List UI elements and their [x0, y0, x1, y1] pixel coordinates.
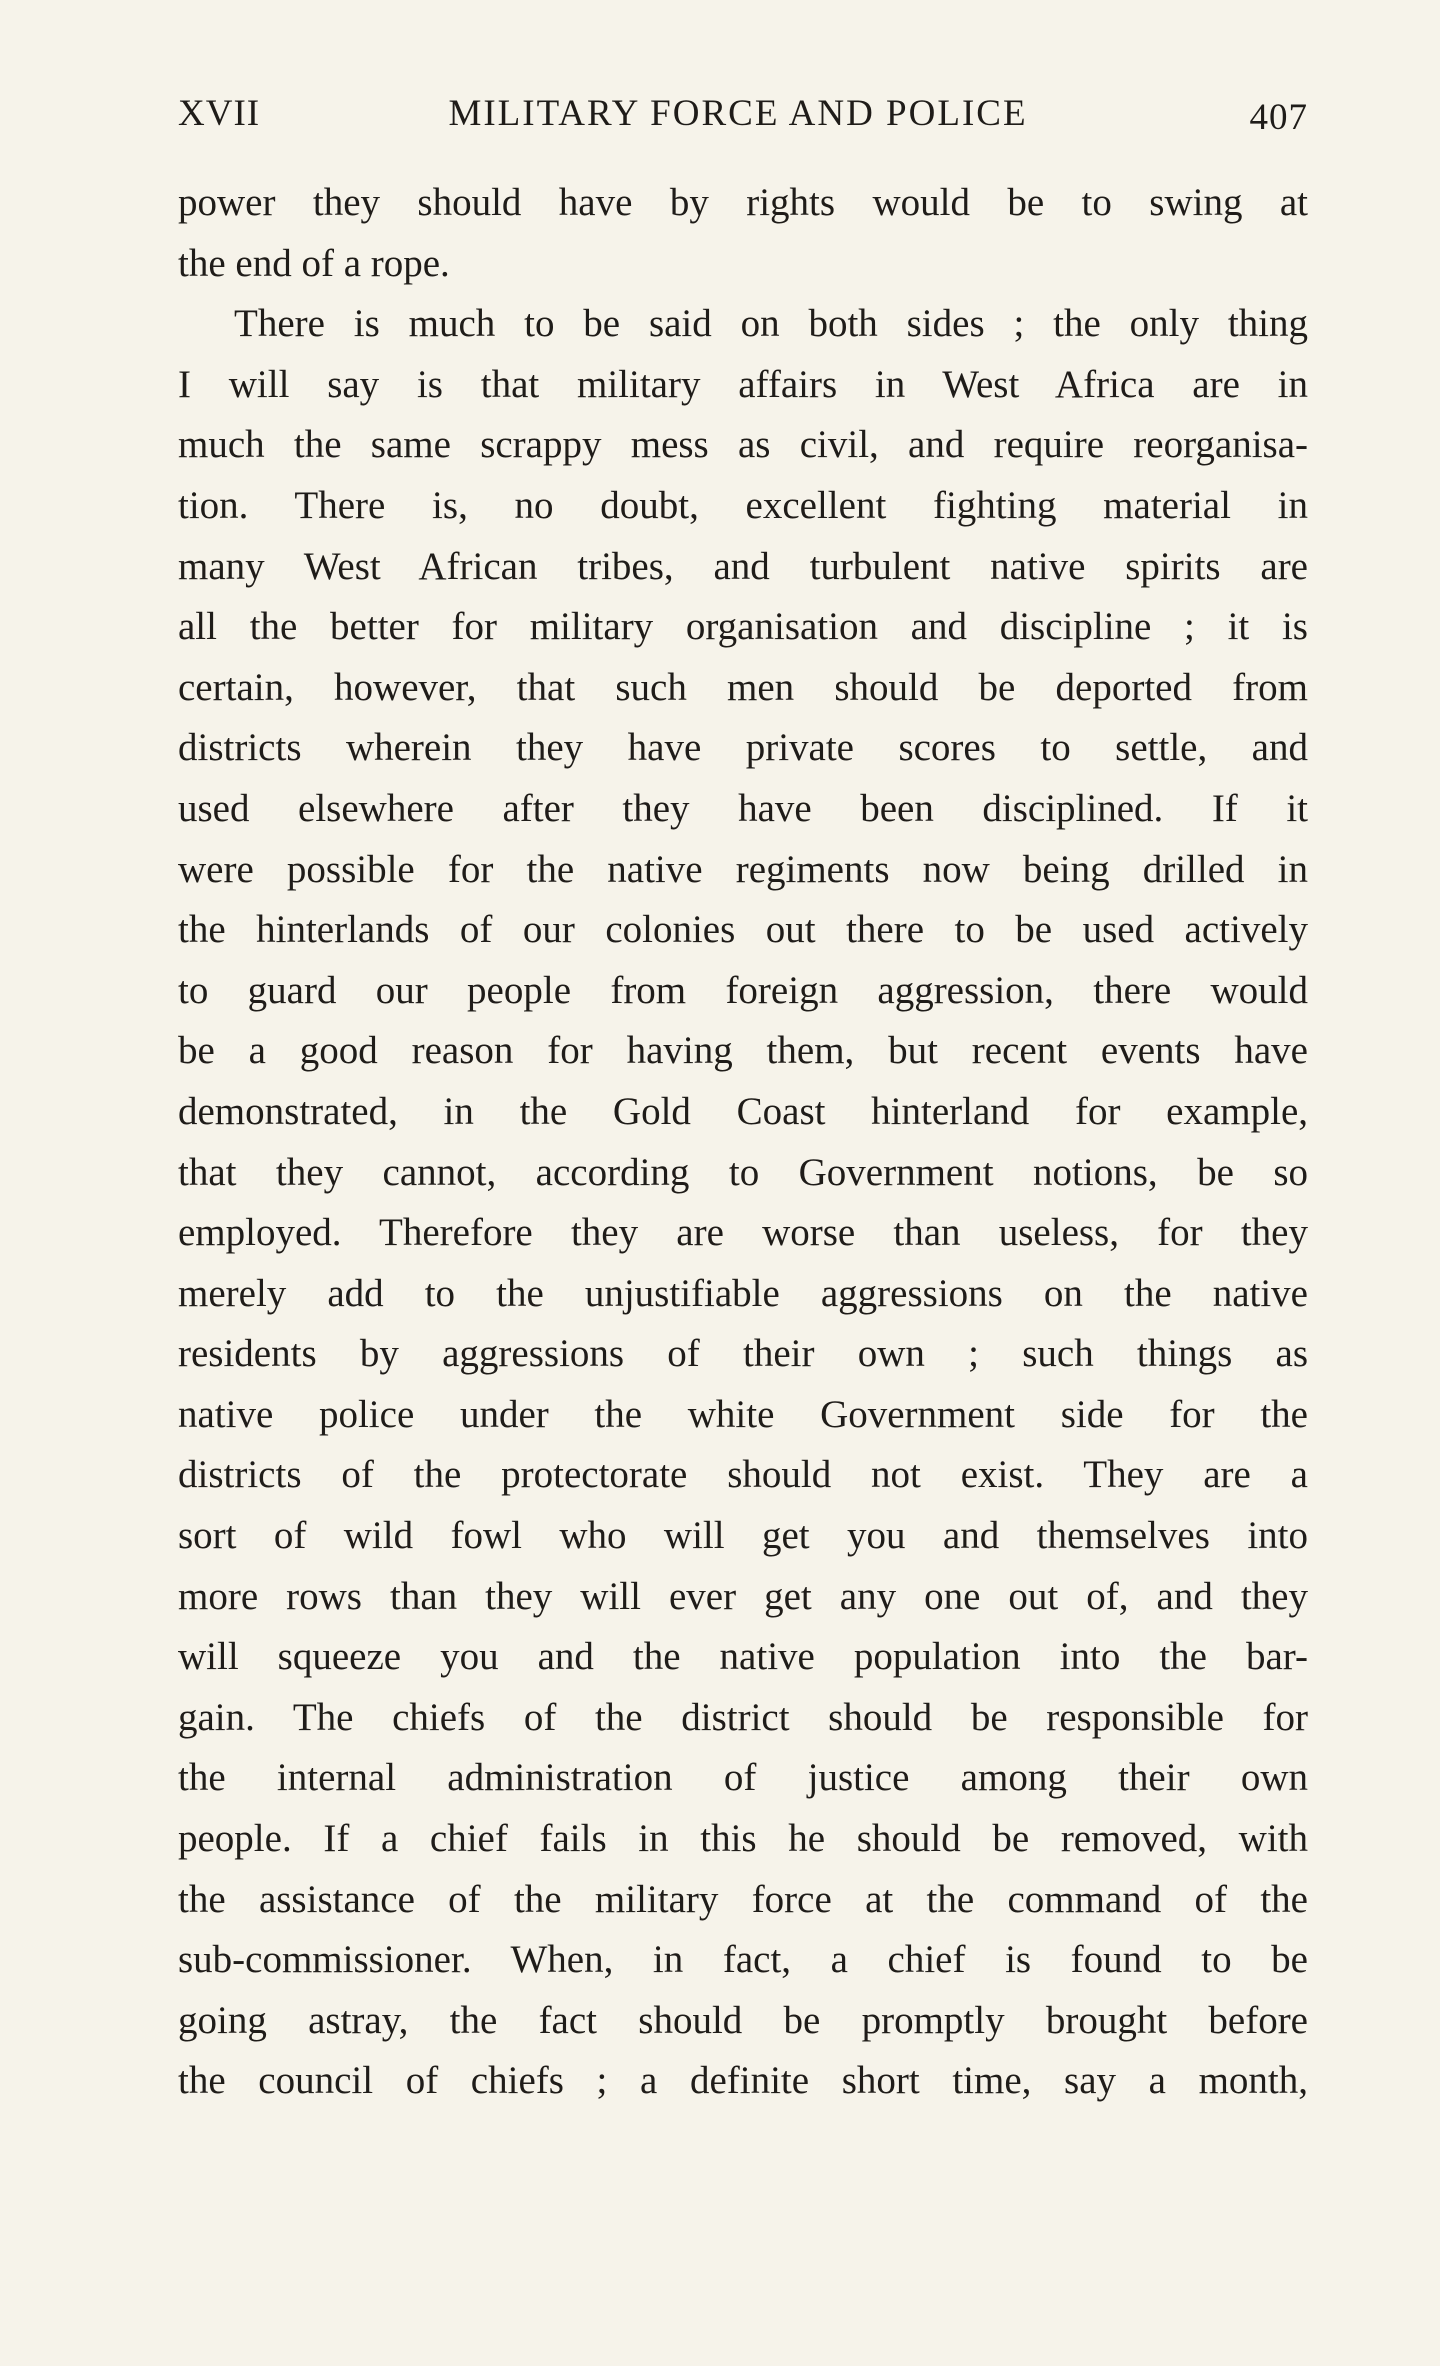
text-line: sort of wild fowl who will get you and themselves into: [178, 1514, 1308, 1558]
text-line: more rows than they will ever get any one out of, and they: [178, 1574, 1308, 1618]
text-line: will squeeze you and the native population into the bar-: [178, 1635, 1308, 1679]
text-line: native police under the white Government side for the: [178, 1392, 1308, 1436]
text-line: many West African tribes, and turbulent native spirits are: [178, 544, 1308, 588]
page-number: 407: [1249, 97, 1308, 138]
text-line: people. If a chief fails in this he should be removed, with: [178, 1817, 1308, 1861]
text-line: going astray, the fact should be promptly brought before: [178, 1998, 1308, 2042]
text-line: to guard our people from foreign aggression, there would: [178, 968, 1308, 1012]
chapter-number: XVII: [178, 93, 261, 134]
text-line: the council of chiefs ; a definite short time, say a month,: [178, 2059, 1308, 2103]
text-line: power they should have by rights would be to swing at: [178, 181, 1308, 224]
text-line: the end of a rope.: [178, 241, 450, 285]
text-line: used elsewhere after they have been disciplined. If it: [178, 786, 1308, 830]
text-line: sub-commissioner. When, in fact, a chief is found to be: [178, 1938, 1308, 1982]
text-line: be a good reason for having them, but recent events have: [178, 1029, 1308, 1073]
text-line: tion. There is, no doubt, excellent fighting material in: [178, 483, 1308, 527]
running-head: [178, 92, 1308, 142]
text-line: districts wherein they have private scores to settle, and: [178, 726, 1308, 770]
text-line: demonstrated, in the Gold Coast hinterland for example,: [178, 1089, 1308, 1133]
text-line: that they cannot, according to Government notions, be so: [178, 1150, 1308, 1194]
body-text: [178, 173, 1308, 2112]
text-line: merely add to the unjustifiable aggressions on the native: [178, 1271, 1308, 1315]
text-line: certain, however, that such men should be deported from: [178, 665, 1308, 709]
text-line: all the better for military organisation and discipline ; it is: [178, 605, 1308, 649]
text-line: the assistance of the military force at the command of the: [178, 1877, 1308, 1921]
text-line: much the same scrappy mess as civil, and require reorganisa-: [178, 423, 1308, 467]
text-line: were possible for the native regiments now being drilled in: [178, 847, 1308, 891]
text-line: districts of the protectorate should not exist. They are a: [178, 1453, 1308, 1497]
text-line: the internal administration of justice among their own: [178, 1756, 1308, 1800]
running-title: MILITARY FORCE AND POLICE: [448, 93, 1028, 134]
text-line: I will say is that military affairs in West Africa are in: [178, 362, 1308, 406]
text-line: the hinterlands of our colonies out there to be used actively: [178, 908, 1308, 952]
text-line: residents by aggressions of their own ; such things as: [178, 1332, 1308, 1376]
text-line: gain. The chiefs of the district should be responsible for: [178, 1695, 1308, 1739]
text-line: employed. Therefore they are worse than useless, for they: [178, 1211, 1308, 1255]
paragraph-start-line: There is much to be said on both sides ; the only thing: [234, 302, 1308, 346]
